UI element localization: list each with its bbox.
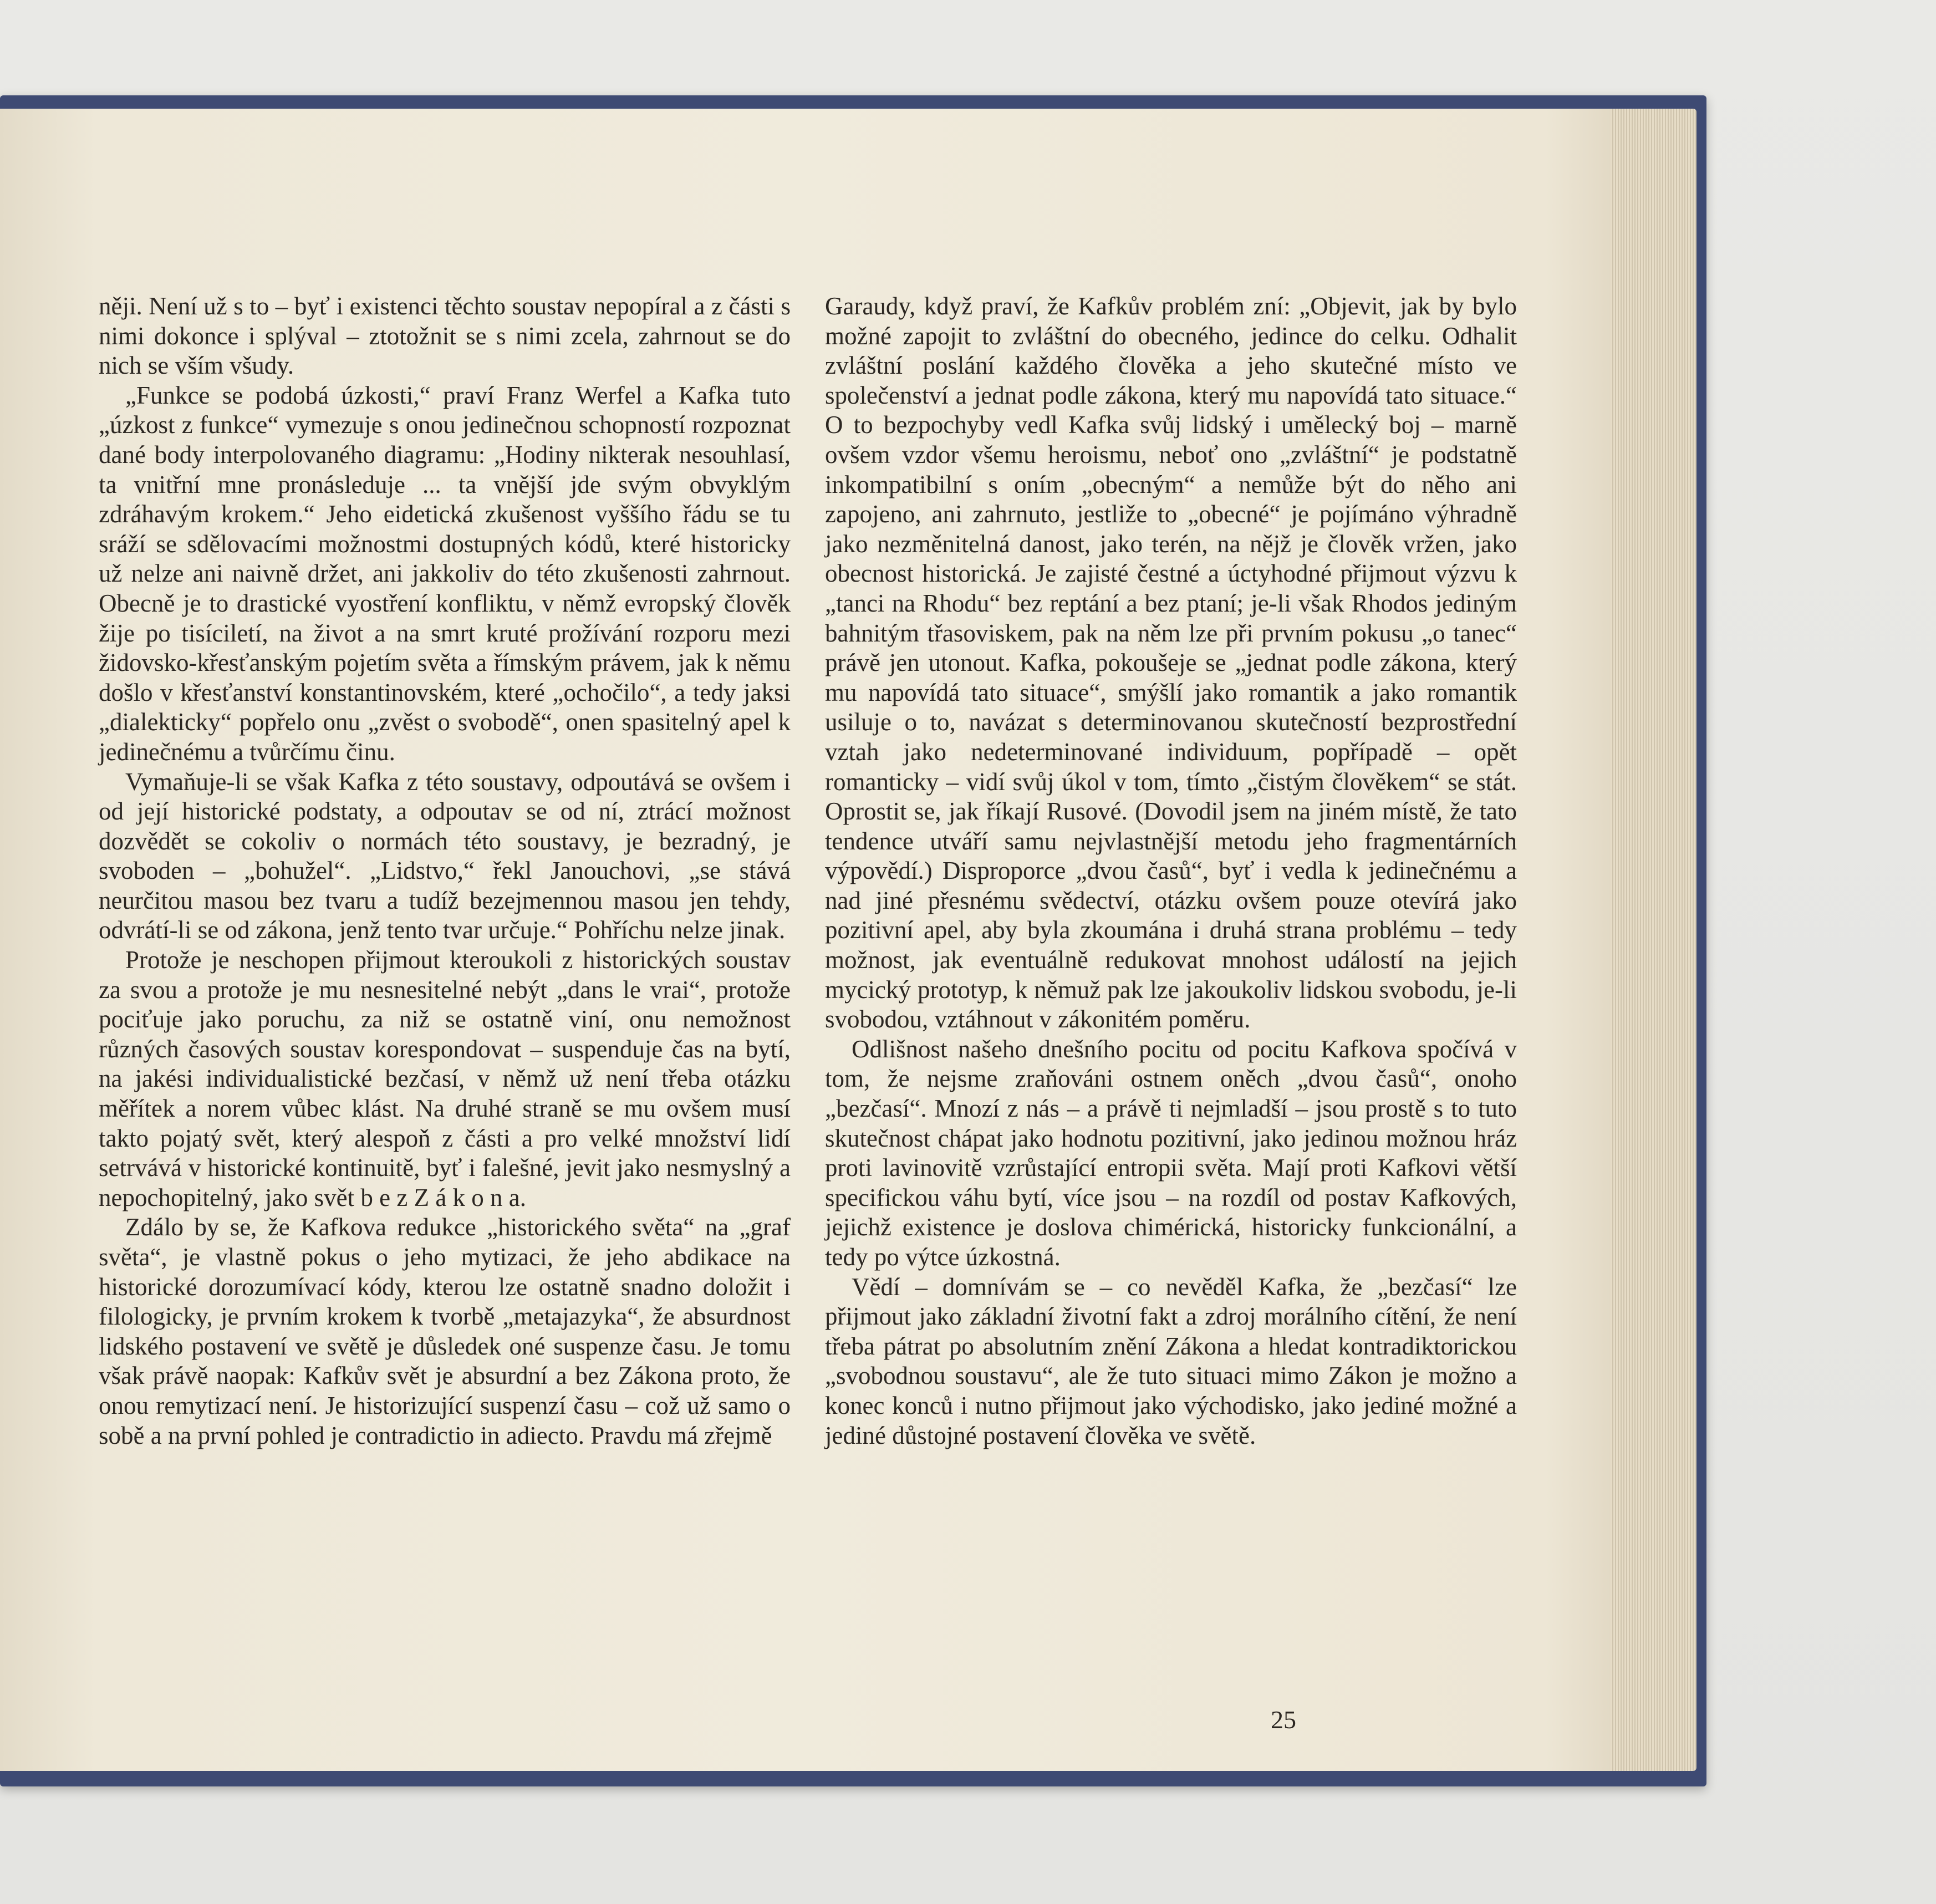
- paragraph: „Funkce se podobá úzkosti,“ praví Franz Werfel a Kafka tuto „úzkost z funkce“ vymezuje s onou jedinečnou schopností rozpoznat dané body interpolovaného diagramu: „Hodiny nikterak nesouhlasí, ta vnitřní mne pronásleduje ... ta vnější jde svým obvyklým zdráhavým krokem.“ Jeho eidetická zkušenost vyššího řádu se tu sráží se sdělovacími možnostmi dostupných kódů, které historicky už nelze ani naivně držet, ani jakkoliv do této zkušenosti zahrnout. Obecně je to drastické vyostření konfliktu, v němž evropský člověk žije po tisíciletí, na život a na smrt kruté prožívání rozporu mezi židovsko-křesťanským pojetím světa a římským právem, jak k němu došlo v křesťanství konstantinovském, které „ochočilo“, a tedy jaksi „dialekticky“ popřelo onu „zvěst o svobodě“, onen spasitelný apel k jedinečnému a tvůrčímu činu.: [99, 381, 791, 766]
- paragraph: Odlišnost našeho dnešního pocitu od pocitu Kafkova spočívá v tom, že nejsme zraňováni ostnem oněch „dvou časů“, onoho „bezčasí“. Mnozí z nás – a právě ti nejmladší – jsou prostě s to tuto skutečnost chápat jako hodnotu pozitivní, jako jedinou možnou hráz proti lavinovitě vzrůstající entropii světa. Mají proti Kafkovi větší specifickou váhu bytí, více jsou – na rozdíl od postav Kafkových, jejichž existence je doslova chimérická, historicky funkcionální, a tedy po výtce úzkostná.: [825, 1035, 1517, 1271]
- page-edges: [1597, 109, 1696, 1771]
- page-number: 25: [1271, 1706, 1296, 1734]
- left-text-column: [99, 292, 791, 1450]
- paragraph: Protože je neschopen přijmout kteroukoli z historických soustav za svou a protože je mu nesnesitelné nebýt „dans le vrai“, protože pociťuje jako poruchu, za niž se ostatně viní, onu nemožnost různých časových soustav korespondovat – suspenduje čas na bytí, na jakési individualistické bezčasí, v němž už není třeba otázku měřítek a norem vůbec klást. Na druhé straně se mu ovšem musí takto pojatý svět, který alespoň z části a pro velké množství lidí setrvává v historické kontinuitě, byť i falešné, jevit jako nesmyslný a nepochopitelný, jako svět b e z Z á k o n a.: [99, 946, 791, 1211]
- paragraph: Garaudy, když praví, že Kafkův problém zní: „Objevit, jak by bylo možné zapojit to zvláštní do obecného, jedince do celku. Odhalit zvláštní poslání každého člověka a jeho skutečné místo ve společenství a jednat podle zákona, který mu napovídá tato situace.“ O to bezpochyby vedl Kafka svůj lidský i umělecký boj – marně ovšem vzdor všemu heroismu, neboť ono „zvláštní“ je podstatně inkompatibilní s oním „obecným“ a nemůže být do něho ani zapojeno, ani zahrnuto, jestliže to „obecné“ je pojímáno výhradně jako nezměnitelná danost, jako terén, na nějž je člověk vržen, jako obecnost historická. Je zajisté čestné a úctyhodné přijmout výzvu k „tanci na Rhodu“ bez reptání a bez ptaní; je-li však Rhodos jediným bahnitým třasoviskem, pak na něm lze při prvním pokusu „o tanec“ právě jen utonout. Kafka, pokoušeje se „jednat podle zákona, který mu napovídá tato situace“, smýšlí jako romantik a jako romantik usiluje o to, navázat s determinovanou skutečností bezprostřední vztah jako nedeterminované individuum, popřípadě – opět romanticky – vidí svůj úkol v tom, tímto „čistým člověkem“ se stát. Oprostit se, jak říkají Rusové. (Dovodil jsem na jiném místě, že tato tendence utváří samu nejvlastnější metodu jeho fragmentárních výpovědí.) Disproporce „dvou časů“, byť i vedla k jedinečnému a nad jiné přesnému svědectví, otázku ovšem pouze otevírá jako pozitivní apel, aby byla zkoumána i druhá strana problému – tedy možnost, jak eventuálně redukovat mnohost událostí na jejich mycický prototyp, k němuž pak lze jakoukoliv lidskou svobodu, je-li svobodou, vztáhnout v zákonitém poměru.: [825, 292, 1517, 1034]
- book-page: [0, 109, 1611, 1771]
- paragraph: něji. Není už s to – byť i existenci těchto soustav nepopíral a z části s nimi dokonce i splýval – ztotožnit se s nimi zcela, zahrnout se do nich se vším všudy.: [99, 292, 791, 380]
- paragraph: Vědí – domnívám se – co nevěděl Kafka, že „bezčasí“ lze přijmout jako základní životní fakt a zdroj morálního cítění, že není třeba pátrat po absolutním znění Zákona a hledat kontradiktorickou „svobodnou soustavu“, ale že tuto situaci mimo Zákon je možno a konec konců i nutno přijmout jako východisko, jako jediné možné a jediné důstojné postavení člověka ve světě.: [825, 1272, 1517, 1449]
- right-text-column: [825, 292, 1517, 1450]
- paragraph: Vymaňuje-li se však Kafka z této soustavy, odpoutává se ovšem i od její historické podstaty, a odpoutav se od ní, ztrácí možnost dozvědět se cokoliv o normách této soustavy, je bezradný, je svoboden – „bohužel“. „Lidstvo,“ řekl Janouchovi, „se stává neurčitou masou bez tvaru a tudíž bezejmennou masou jen tehdy, odvrátí-li se od zákona, jenž tento tvar určuje.“ Pohříchu nelze jinak.: [99, 767, 791, 944]
- paragraph: Zdálo by se, že Kafkova redukce „historického světa“ na „graf světa“, je vlastně pokus o jeho mytizaci, že jeho abdikace na historické dorozumívací kódy, kterou lze ostatně snadno doložit i filologicky, je prvním krokem k tvorbě „metajazyka“, že absurdnost lidského postavení ve světě je důsledek oné suspenze času. Je tomu však právě naopak: Kafkův svět je absurdní a bez Zákona proto, že onou remytizací není. Je historizující suspenzí času – což už samo o sobě a na první pohled je contradictio in adiecto. Pravdu má zřejmě: [99, 1213, 791, 1449]
